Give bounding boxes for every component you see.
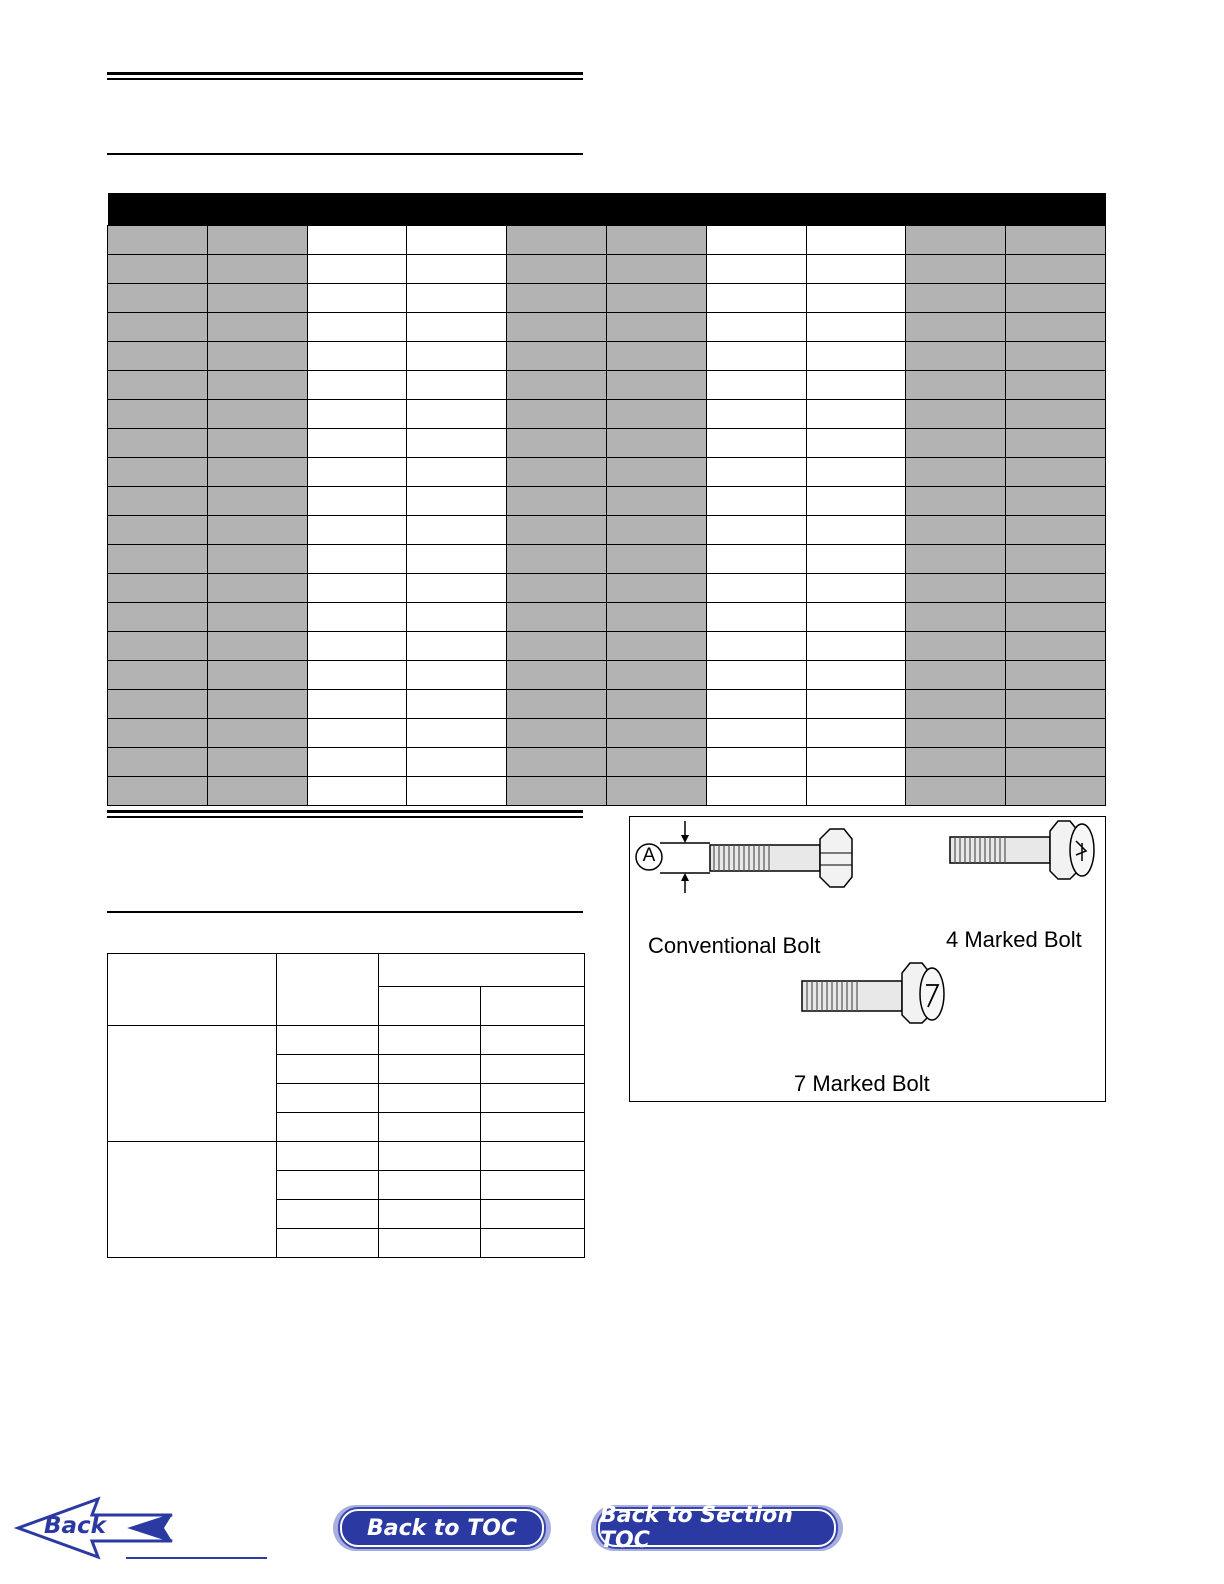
bolt-identification-figure <box>629 816 1106 1102</box>
table-cell <box>507 603 607 632</box>
table-row <box>108 487 1106 516</box>
group-cell <box>108 1142 277 1258</box>
table-cell <box>207 603 307 632</box>
table-cell <box>481 1200 585 1229</box>
conventional-bolt-drawing <box>660 821 852 893</box>
table-cell <box>307 226 407 255</box>
table-cell <box>307 400 407 429</box>
table-cell <box>277 1229 379 1258</box>
table-cell <box>606 516 706 545</box>
table-cell <box>407 690 507 719</box>
table-cell <box>207 255 307 284</box>
conventional-bolt-label: Conventional Bolt <box>648 933 821 958</box>
table-cell <box>1006 777 1106 806</box>
table-cell <box>606 371 706 400</box>
table-cell <box>706 458 806 487</box>
torque-table <box>107 953 585 1258</box>
table-cell <box>507 429 607 458</box>
table-cell <box>307 313 407 342</box>
table-cell <box>806 545 906 574</box>
conversion-table-header <box>108 193 1106 226</box>
table-cell <box>806 313 906 342</box>
table-cell <box>108 748 208 777</box>
table-cell <box>606 661 706 690</box>
table-row <box>108 748 1106 777</box>
table-cell <box>806 661 906 690</box>
section-heading-underline <box>107 911 583 913</box>
table-cell <box>1006 516 1106 545</box>
table-cell <box>706 574 806 603</box>
table-cell <box>507 226 607 255</box>
table-cell <box>407 574 507 603</box>
table-cell <box>108 458 208 487</box>
table-row <box>108 342 1106 371</box>
table-cell <box>207 458 307 487</box>
table-cell <box>407 458 507 487</box>
table-cell <box>207 632 307 661</box>
back-to-section-toc-label: Back to Section TOC <box>598 1509 836 1547</box>
table-cell <box>806 719 906 748</box>
top-double-rule-lower <box>107 78 583 80</box>
table-cell <box>906 371 1006 400</box>
table-cell <box>706 516 806 545</box>
table-cell <box>207 545 307 574</box>
table-cell <box>806 632 906 661</box>
table-cell <box>906 429 1006 458</box>
table-cell <box>108 226 208 255</box>
subheader-cell <box>481 987 585 1026</box>
table-cell <box>108 429 208 458</box>
table-cell <box>379 1229 481 1258</box>
table-cell <box>407 226 507 255</box>
seven-marked-bolt-drawing <box>802 963 944 1023</box>
table-cell <box>407 284 507 313</box>
table-cell <box>606 574 706 603</box>
table-cell <box>706 255 806 284</box>
table-row <box>108 400 1106 429</box>
table-cell <box>277 1142 379 1171</box>
table-cell <box>1006 603 1106 632</box>
table-cell <box>507 313 607 342</box>
table-cell <box>906 400 1006 429</box>
table-cell <box>307 748 407 777</box>
table-cell <box>806 429 906 458</box>
table-cell <box>507 719 607 748</box>
table-cell <box>806 226 906 255</box>
table-cell <box>806 487 906 516</box>
table-cell <box>307 603 407 632</box>
table-cell <box>307 777 407 806</box>
table-row <box>108 719 1106 748</box>
table-cell <box>379 1055 481 1084</box>
table-cell <box>207 487 307 516</box>
table-cell <box>606 632 706 661</box>
back-to-toc-label: Back to TOC <box>340 1509 544 1547</box>
torque-table-header-row <box>108 954 585 987</box>
table-cell <box>407 400 507 429</box>
table-cell <box>507 342 607 371</box>
table-cell <box>407 748 507 777</box>
table-cell <box>379 1026 481 1055</box>
section-double-rule-upper <box>107 810 583 813</box>
table-cell <box>407 545 507 574</box>
table-cell <box>407 516 507 545</box>
table-cell <box>1006 284 1106 313</box>
table-cell <box>507 777 607 806</box>
table-row <box>108 458 1106 487</box>
table-cell <box>606 545 706 574</box>
table-cell <box>207 516 307 545</box>
table-cell <box>1006 458 1106 487</box>
table-cell <box>407 342 507 371</box>
table-cell <box>906 690 1006 719</box>
table-cell <box>108 313 208 342</box>
table-cell <box>906 284 1006 313</box>
table-cell <box>407 719 507 748</box>
table-row <box>108 284 1106 313</box>
table-cell <box>507 400 607 429</box>
table-row <box>108 632 1106 661</box>
table-cell <box>606 690 706 719</box>
table-cell <box>1006 429 1106 458</box>
table-cell <box>407 603 507 632</box>
table-row <box>108 574 1106 603</box>
header-cell <box>277 954 379 1026</box>
table-cell <box>1006 313 1106 342</box>
table-cell <box>706 748 806 777</box>
table-cell <box>806 574 906 603</box>
table-row <box>108 1142 585 1171</box>
table-cell <box>906 603 1006 632</box>
table-cell <box>207 284 307 313</box>
table-cell <box>108 255 208 284</box>
table-cell <box>806 458 906 487</box>
table-cell <box>806 284 906 313</box>
table-cell <box>806 748 906 777</box>
table-cell <box>706 690 806 719</box>
table-cell <box>307 284 407 313</box>
table-cell <box>706 429 806 458</box>
table-row <box>108 545 1106 574</box>
table-cell <box>606 255 706 284</box>
table-row <box>108 313 1106 342</box>
table-cell <box>108 690 208 719</box>
conversion-table-header-bar <box>108 193 1106 226</box>
table-cell <box>1006 719 1106 748</box>
table-cell <box>1006 690 1106 719</box>
section-double-rule-lower <box>107 816 583 818</box>
table-cell <box>108 284 208 313</box>
table-cell <box>706 313 806 342</box>
table-row <box>108 777 1106 806</box>
table-cell <box>481 1171 585 1200</box>
table-cell <box>307 719 407 748</box>
table-cell <box>108 603 208 632</box>
table-cell <box>706 719 806 748</box>
table-cell <box>806 777 906 806</box>
table-cell <box>277 1084 379 1113</box>
table-cell <box>906 719 1006 748</box>
table-cell <box>606 284 706 313</box>
four-marked-bolt-label: 4 Marked Bolt <box>946 927 1082 952</box>
table-cell <box>906 632 1006 661</box>
table-cell <box>1006 255 1106 284</box>
table-cell <box>1006 487 1106 516</box>
table-cell <box>108 574 208 603</box>
table-cell <box>706 284 806 313</box>
back-link-underline <box>126 1557 267 1559</box>
conversion-table <box>107 193 1106 806</box>
table-row <box>108 603 1106 632</box>
table-cell <box>207 429 307 458</box>
table-cell <box>207 371 307 400</box>
table-cell <box>407 632 507 661</box>
table-cell <box>1006 574 1106 603</box>
table-cell <box>307 690 407 719</box>
table-cell <box>307 487 407 516</box>
table-row <box>108 690 1106 719</box>
table-cell <box>906 313 1006 342</box>
table-cell <box>906 226 1006 255</box>
table-cell <box>407 371 507 400</box>
table-cell <box>906 748 1006 777</box>
table-cell <box>307 545 407 574</box>
table-cell <box>108 342 208 371</box>
table-cell <box>1006 226 1106 255</box>
table-cell <box>307 429 407 458</box>
table-cell <box>481 1055 585 1084</box>
seven-marked-bolt-label: 7 Marked Bolt <box>794 1071 930 1096</box>
table-cell <box>108 516 208 545</box>
header-cell <box>108 954 277 1026</box>
table-cell <box>906 777 1006 806</box>
table-row <box>108 516 1106 545</box>
table-row <box>108 226 1106 255</box>
table-cell <box>906 458 1006 487</box>
table-cell <box>277 1113 379 1142</box>
table-cell <box>507 690 607 719</box>
table-cell <box>207 400 307 429</box>
table-cell <box>806 516 906 545</box>
table-row <box>108 255 1106 284</box>
table-cell <box>407 661 507 690</box>
top-double-rule-upper <box>107 72 583 75</box>
table-cell <box>1006 400 1106 429</box>
table-cell <box>207 313 307 342</box>
table-cell <box>407 255 507 284</box>
table-cell <box>108 487 208 516</box>
table-cell <box>307 342 407 371</box>
table-cell <box>481 1229 585 1258</box>
bolt-illustrations <box>630 817 1105 1101</box>
back-link[interactable] <box>14 1495 179 1561</box>
table-cell <box>606 777 706 806</box>
table-cell <box>507 748 607 777</box>
table-cell <box>906 545 1006 574</box>
table-cell <box>906 516 1006 545</box>
table-cell <box>507 632 607 661</box>
table-row <box>108 661 1106 690</box>
header-cell <box>379 954 585 987</box>
table-cell <box>379 1113 481 1142</box>
subheader-cell <box>379 987 481 1026</box>
table-cell <box>606 400 706 429</box>
table-cell <box>606 313 706 342</box>
table-cell <box>706 545 806 574</box>
table-cell <box>307 458 407 487</box>
table-cell <box>706 632 806 661</box>
table-cell <box>481 1026 585 1055</box>
table-cell <box>207 690 307 719</box>
table-cell <box>906 255 1006 284</box>
table-cell <box>806 255 906 284</box>
table-cell <box>207 777 307 806</box>
table-cell <box>606 342 706 371</box>
table-cell <box>906 342 1006 371</box>
table-cell <box>307 574 407 603</box>
table-cell <box>606 748 706 777</box>
table-cell <box>307 371 407 400</box>
table-cell <box>507 487 607 516</box>
table-cell <box>207 574 307 603</box>
table-cell <box>606 429 706 458</box>
table-cell <box>706 487 806 516</box>
table-cell <box>277 1026 379 1055</box>
table-cell <box>207 226 307 255</box>
table-cell <box>277 1171 379 1200</box>
table-cell <box>706 777 806 806</box>
table-cell <box>706 661 806 690</box>
table-cell <box>379 1171 481 1200</box>
back-label: Back <box>44 1513 106 1539</box>
table-cell <box>507 284 607 313</box>
table-cell <box>507 661 607 690</box>
table-cell <box>108 400 208 429</box>
table-cell <box>806 400 906 429</box>
table-cell <box>481 1084 585 1113</box>
table-cell <box>606 487 706 516</box>
table-cell <box>706 371 806 400</box>
table-cell <box>806 603 906 632</box>
table-cell <box>806 371 906 400</box>
table-cell <box>606 458 706 487</box>
table-cell <box>606 603 706 632</box>
table-cell <box>379 1200 481 1229</box>
table-cell <box>1006 545 1106 574</box>
table-cell <box>108 545 208 574</box>
callout-label: A <box>642 845 656 866</box>
table-cell <box>706 603 806 632</box>
table-cell <box>507 255 607 284</box>
table-cell <box>307 632 407 661</box>
back-to-section-toc-button[interactable] <box>591 1505 843 1551</box>
table-cell <box>606 226 706 255</box>
four-marked-bolt-drawing <box>950 821 1094 879</box>
table-cell <box>207 748 307 777</box>
table-cell <box>277 1200 379 1229</box>
back-to-toc-button[interactable] <box>333 1505 551 1551</box>
table-cell <box>481 1142 585 1171</box>
table-cell <box>906 574 1006 603</box>
table-cell <box>407 313 507 342</box>
table-cell <box>307 255 407 284</box>
table-cell <box>606 719 706 748</box>
table-cell <box>507 458 607 487</box>
table-cell <box>507 516 607 545</box>
table-cell <box>706 226 806 255</box>
table-cell <box>481 1113 585 1142</box>
table-cell <box>108 632 208 661</box>
table-cell <box>379 1084 481 1113</box>
table-cell <box>307 661 407 690</box>
table-cell <box>1006 632 1106 661</box>
table-cell <box>906 487 1006 516</box>
table-cell <box>507 371 607 400</box>
top-heading-underline <box>107 153 583 155</box>
table-cell <box>1006 371 1106 400</box>
table-cell <box>507 574 607 603</box>
table-cell <box>806 342 906 371</box>
table-cell <box>1006 748 1106 777</box>
table-cell <box>108 719 208 748</box>
table-row <box>108 1026 585 1055</box>
table-row <box>108 429 1106 458</box>
table-cell <box>407 429 507 458</box>
table-cell <box>407 777 507 806</box>
table-cell <box>108 777 208 806</box>
table-cell <box>706 400 806 429</box>
table-cell <box>207 661 307 690</box>
table-cell <box>108 661 208 690</box>
table-cell <box>277 1055 379 1084</box>
table-cell <box>307 516 407 545</box>
group-cell <box>108 1026 277 1142</box>
table-cell <box>806 690 906 719</box>
table-cell <box>207 719 307 748</box>
table-cell <box>379 1142 481 1171</box>
table-cell <box>507 545 607 574</box>
table-cell <box>906 661 1006 690</box>
table-row <box>108 371 1106 400</box>
table-cell <box>108 371 208 400</box>
table-cell <box>706 342 806 371</box>
table-cell <box>1006 342 1106 371</box>
table-cell <box>207 342 307 371</box>
table-cell <box>407 487 507 516</box>
table-cell <box>1006 661 1106 690</box>
